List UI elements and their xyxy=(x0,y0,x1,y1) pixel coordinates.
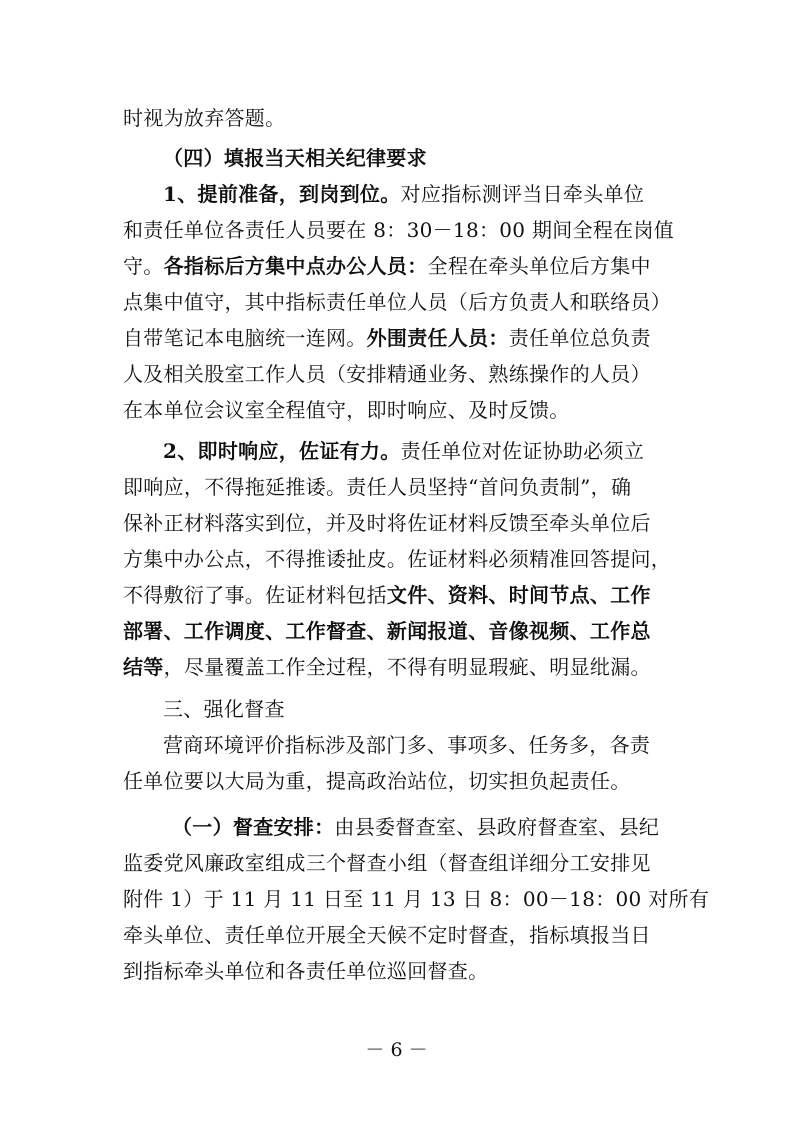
text-run: 点集中值守，其中指标责任单位人员（后方负责人和联络员） xyxy=(123,290,672,314)
bold-text: 结等 xyxy=(123,655,164,679)
text-run: 责任单位总负责 xyxy=(508,326,651,350)
text-line xyxy=(123,508,675,538)
text-run: 责任单位对佐证协助必须立 xyxy=(400,439,645,463)
text-run: 牵头单位、责任单位开展全天候不定时督查，指标填报当日 xyxy=(123,923,651,947)
text-line xyxy=(123,652,675,682)
bold-text: 文件、资料、时间节点、工作 xyxy=(386,583,651,607)
text-line xyxy=(123,884,710,914)
bold-text: （四）填报当天相关纪律要求 xyxy=(163,146,427,170)
text-run: 营商环境评价指标涉及部门多、事项多、任务多，各责 xyxy=(163,733,651,757)
text-line xyxy=(163,730,675,760)
text-line xyxy=(123,580,675,610)
text-line xyxy=(123,215,675,245)
text-run: 在本单位会议室全程值守，即时响应、及时反馈。 xyxy=(123,398,570,422)
text-line xyxy=(123,287,675,317)
text-line xyxy=(172,812,675,842)
text-line xyxy=(123,251,675,281)
text-line xyxy=(123,544,675,574)
text-line xyxy=(163,179,675,209)
text-line xyxy=(123,323,675,353)
text-line xyxy=(123,395,675,425)
text-run: 不得敷衍了事。佐证材料包括 xyxy=(123,583,387,607)
text-line xyxy=(123,956,675,986)
bold-text: 2、即时响应，佐证有力。 xyxy=(163,439,401,463)
bold-text: 部署、工作调度、工作督查、新闻报道、音像视频、工作总 xyxy=(123,619,651,643)
text-line xyxy=(123,359,675,389)
text-run: 到指标牵头单位和各责任单位巡回督查。 xyxy=(123,959,489,983)
section-heading xyxy=(163,143,675,173)
text-run: 人及相关股室工作人员（安排精通业务、熟练操作的人员） xyxy=(123,362,651,386)
text-run: 全程在牵头单位后方集中 xyxy=(427,254,651,278)
text-run: 对应指标测评当日牵头单位 xyxy=(400,182,645,206)
text-line xyxy=(123,920,675,950)
text-run: 任单位要以大局为重，提高政治站位，切实担负起责任。 xyxy=(123,769,631,793)
text-line xyxy=(123,766,675,796)
text-run: 守。 xyxy=(123,254,164,278)
text-run: 监委党风廉政室组成三个督查小组（督查组详细分工安排见 xyxy=(123,851,651,875)
text-run: 时视为放弃答题。 xyxy=(123,106,286,130)
page-number: － 6 － xyxy=(365,1039,428,1061)
bold-text: 1、提前准备，到岗到位。 xyxy=(163,182,401,206)
text-run: 由县委督查室、县政府督查室、县纪 xyxy=(334,815,660,839)
text-line xyxy=(123,616,675,646)
text-run: 附件 1）于 11 月 11 日至 11 月 13 日 8：00－18：00 对所有 xyxy=(123,887,710,911)
text-run: 三、强化督查 xyxy=(163,697,285,721)
text-run: 保补正材料落实到位，并及时将佐证材料反馈至牵头单位后 xyxy=(123,511,651,535)
text-run: 方集中办公点，不得推诿扯皮。佐证材料必须精准回答提问， xyxy=(123,547,672,571)
text-line xyxy=(123,103,675,133)
bold-text: （一）督查安排： xyxy=(172,815,335,839)
text-run: 和责任单位各责任人员要在 8：30－18：00 期间全程在岗值 xyxy=(123,218,675,242)
text-run: 自带笔记本电脑统一连网。 xyxy=(123,326,367,350)
text-run: ，尽量覆盖工作全过程，不得有明显瑕疵、明显纰漏。 xyxy=(163,655,651,679)
text-line xyxy=(163,436,675,466)
section-heading xyxy=(163,694,675,724)
text-run: 即响应，不得拖延推诿。责任人员坚持“首问负责制”，确 xyxy=(123,475,632,499)
bold-text: 各指标后方集中点办公人员： xyxy=(163,254,428,278)
text-line xyxy=(123,848,675,878)
bold-text: 外围责任人员： xyxy=(366,326,509,350)
text-line xyxy=(123,472,675,502)
